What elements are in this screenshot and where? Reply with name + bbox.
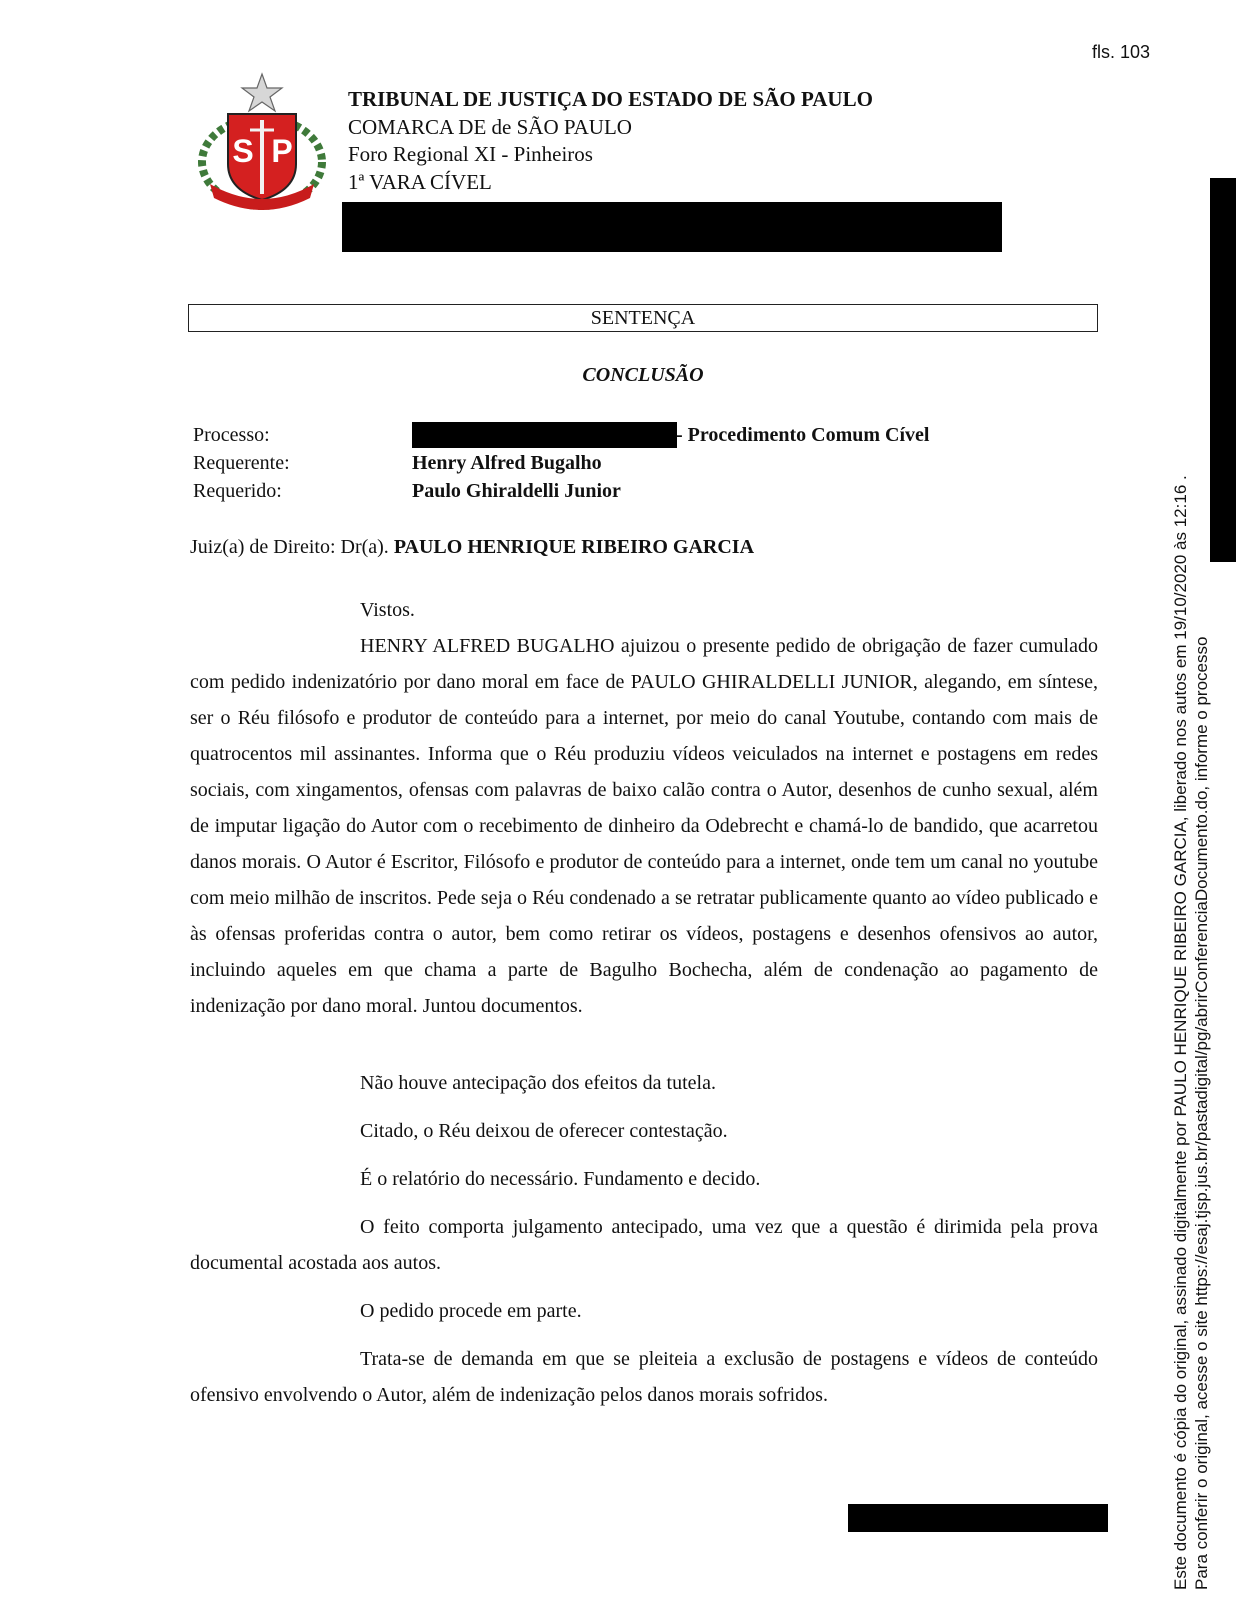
- signature-note-line2: Para conferir o original, acesse o site https://esaj.tjsp.jus.br/pastadigital/pg/abrirConferenciaDocumento.do, informe o processo: [1192, 636, 1211, 1590]
- paragraph-demanda: Trata-se de demanda em que se pleiteia a exclusão de postagens e vídeos de conteúdo ofensivo envolvendo o Autor, além de indenização pelos danos morais sofridos.: [190, 1348, 1098, 1406]
- judge-line: [190, 536, 754, 559]
- paragraph-vistos: Vistos.: [360, 599, 415, 621]
- court-name: TRIBUNAL DE JUSTIÇA DO ESTADO DE SÃO PAULO: [348, 87, 873, 111]
- foro: Foro Regional XI - Pinheiros: [348, 142, 593, 166]
- judge-name: PAULO HENRIQUE RIBEIRO GARCIA: [393, 536, 755, 558]
- redacted-block-footer: [848, 1504, 1108, 1532]
- svg-text:P: P: [271, 133, 293, 169]
- paragraph-tutela: Não houve antecipação dos efeitos da tutela.: [360, 1072, 716, 1094]
- party-label-processo: Processo:: [193, 424, 270, 446]
- court-header: [348, 86, 873, 196]
- vara: 1ª VARA CÍVEL: [348, 169, 492, 194]
- document-type-box: SENTENÇA: [188, 304, 1098, 332]
- party-label-requerente: Requerente:: [193, 452, 290, 474]
- paragraph-julgamento: O feito comporta julgamento antecipado, uma vez que a questão é dirimida pela prova documental acostada aos autos.: [190, 1216, 1098, 1274]
- redacted-block-header: [342, 202, 1002, 252]
- judge-prefix: Juiz(a) de Direito: Dr(a).: [190, 536, 389, 558]
- digital-signature-note: [1170, 390, 1212, 1590]
- signature-note-line1: Este documento é cópia do original, assinado digitalmente por PAULO HENRIQUE RIBEIRO GARCIA, liberado nos autos em 19/10/2020 às 12:16 .: [1171, 475, 1190, 1590]
- page-number: fls. 103: [1092, 42, 1151, 62]
- sao-paulo-coat-of-arms-seal: [196, 72, 328, 212]
- party-value-processo: - Procedimento Comum Cível: [676, 424, 930, 446]
- party-value-requerido: Paulo Ghiraldelli Junior: [412, 480, 621, 502]
- redacted-block-side: [1210, 178, 1236, 562]
- conclusion-heading: CONCLUSÃO: [582, 364, 704, 386]
- comarca: COMARCA DE de SÃO PAULO: [348, 114, 632, 139]
- paragraph-fundamento: É o relatório do necessário. Fundamento e decido.: [360, 1168, 761, 1190]
- paragraph-procede: O pedido procede em parte.: [360, 1300, 582, 1322]
- redacted-process-number: [412, 422, 677, 448]
- paragraph-citado: Citado, o Réu deixou de oferecer contestação.: [360, 1120, 728, 1142]
- party-label-requerido: Requerido:: [193, 480, 282, 502]
- svg-text:S: S: [232, 133, 254, 169]
- paragraph-relatorio: HENRY ALFRED BUGALHO ajuizou o presente pedido de obrigação de fazer cumulado com pedido indenizatório por dano moral em face de PAULO GHIRALDELLI JUNIOR, alegando, em síntese, ser o Réu filósofo e produtor de conteúdo para a internet, por meio do canal Youtube, contando com mais de quatrocentos mil assinantes. Informa que o Réu produziu vídeos veiculados na internet e postagens em redes sociais, com xingamentos, ofensas com palavras de baixo calão contra o Autor, desenhos de cunho sexual, além de imputar ligação do Autor com o recebimento de dinheiro da Odebrecht e chamá-lo de bandido, que acarretou danos morais. O Autor é Escritor, Filósofo e produtor de conteúdo para a internet, onde tem um canal no youtube com meio milhão de inscritos. Pede seja o Réu condenado a se retratar publicamente quanto ao vídeo publicado e às ofensas proferidas contra o autor, bem como retirar os vídeos, postagens e desenhos ofensivos ao autor, incluindo aqueles em que chama a parte de Bagulho Bochecha, além de condenação ao pagamento de indenização por dano moral. Juntou documentos.: [190, 635, 1098, 1017]
- party-value-requerente: Henry Alfred Bugalho: [412, 452, 602, 474]
